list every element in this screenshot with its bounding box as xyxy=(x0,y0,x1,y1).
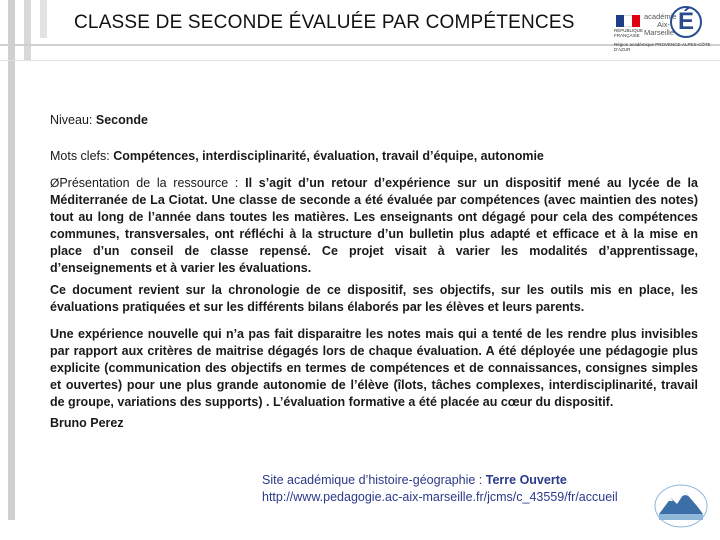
niveau-line xyxy=(50,112,698,129)
author-name: Bruno Perez xyxy=(50,416,124,430)
republic-text: RÉPUBLIQUE FRANÇAISE xyxy=(614,28,644,38)
site-footer xyxy=(262,472,618,506)
academie-logo xyxy=(612,4,712,52)
niveau-label: Niveau: xyxy=(50,113,96,127)
presentation-label: Présentation de la ressource : xyxy=(59,176,246,190)
presentation-text: Il s’agit d’un retour d’expérience sur un dispositif mené au lycée de la Méditerranée de La Ciotat. Une classe de seconde a été évaluée par compétences (avec maintien des notes) tout au long de l’année dans toutes les matières. Les enseignants ont dégagé pour cela des compétences communes, transversales, ont réfléchi à la structure d’un bulletin plus adapté et efficace et à la mise en place d’un conseil de classe repensé. Ce projet visait à varier les modalités d’apprentissage, d’enseignements et à varier les évaluations. xyxy=(50,176,698,275)
niveau-value: Seconde xyxy=(95,113,148,127)
site-prefix: Site académique d’histoire-géographie : xyxy=(262,473,486,487)
region-text: Région académique PROVENCE-ALPES-CÔTE D'AZUR xyxy=(614,42,711,52)
decor-stripe xyxy=(40,0,47,38)
academie-emblem-icon: É xyxy=(670,6,702,38)
decor-rule xyxy=(0,60,720,61)
keywords-line xyxy=(50,148,698,165)
site-name-link[interactable]: Terre Ouverte xyxy=(485,473,567,487)
presentation-paragraph xyxy=(50,175,698,277)
bullet-arrow-icon: Ø xyxy=(50,176,60,190)
site-url-link[interactable]: http://www.pedagogie.ac-aix-marseille.fr/jcms/c_43559/fr/accueil xyxy=(262,490,618,504)
decor-stripe xyxy=(8,0,15,520)
chronology-paragraph: Ce document revient sur la chronologie de ce dispositif, ses objectifs, sur les outils mis en place, les évaluations pratiquées et sur les différents bilans élaborés par les élèves et leurs parents. xyxy=(50,283,698,314)
page-title: CLASSE DE SECONDE ÉVALUÉE PAR COMPÉTENCES xyxy=(74,12,575,33)
keywords-value: Compétences, interdisciplinarité, évaluation, travail d’équipe, autonomie xyxy=(113,149,544,163)
mountain-logo-icon xyxy=(653,484,709,528)
site-credit xyxy=(262,472,618,489)
experience-paragraph: Une expérience nouvelle qui n’a pas fait disparaitre les notes mais qui a tenté de les rendre plus invisibles par rapport aux critères de maitrise dégagés lors de chaque évaluation. A été déployée une pédagogie plus explicite (communication des objectifs en termes de compétences et de connaissances, consignes simples et ouvertes) pour une plus grande autonomie de l’élève (îlots, tâches complexes, interdisciplinarité, travail de groupe, variations des supports) . L’évaluation formative a été placée au cœur du dispositif. xyxy=(50,327,698,409)
resource-description xyxy=(50,112,698,432)
academie-text: académie Aix-Marseille xyxy=(644,12,677,37)
keywords-label: Mots clefs: xyxy=(50,149,114,163)
french-flag-icon xyxy=(616,15,640,27)
decor-stripe xyxy=(24,0,31,60)
